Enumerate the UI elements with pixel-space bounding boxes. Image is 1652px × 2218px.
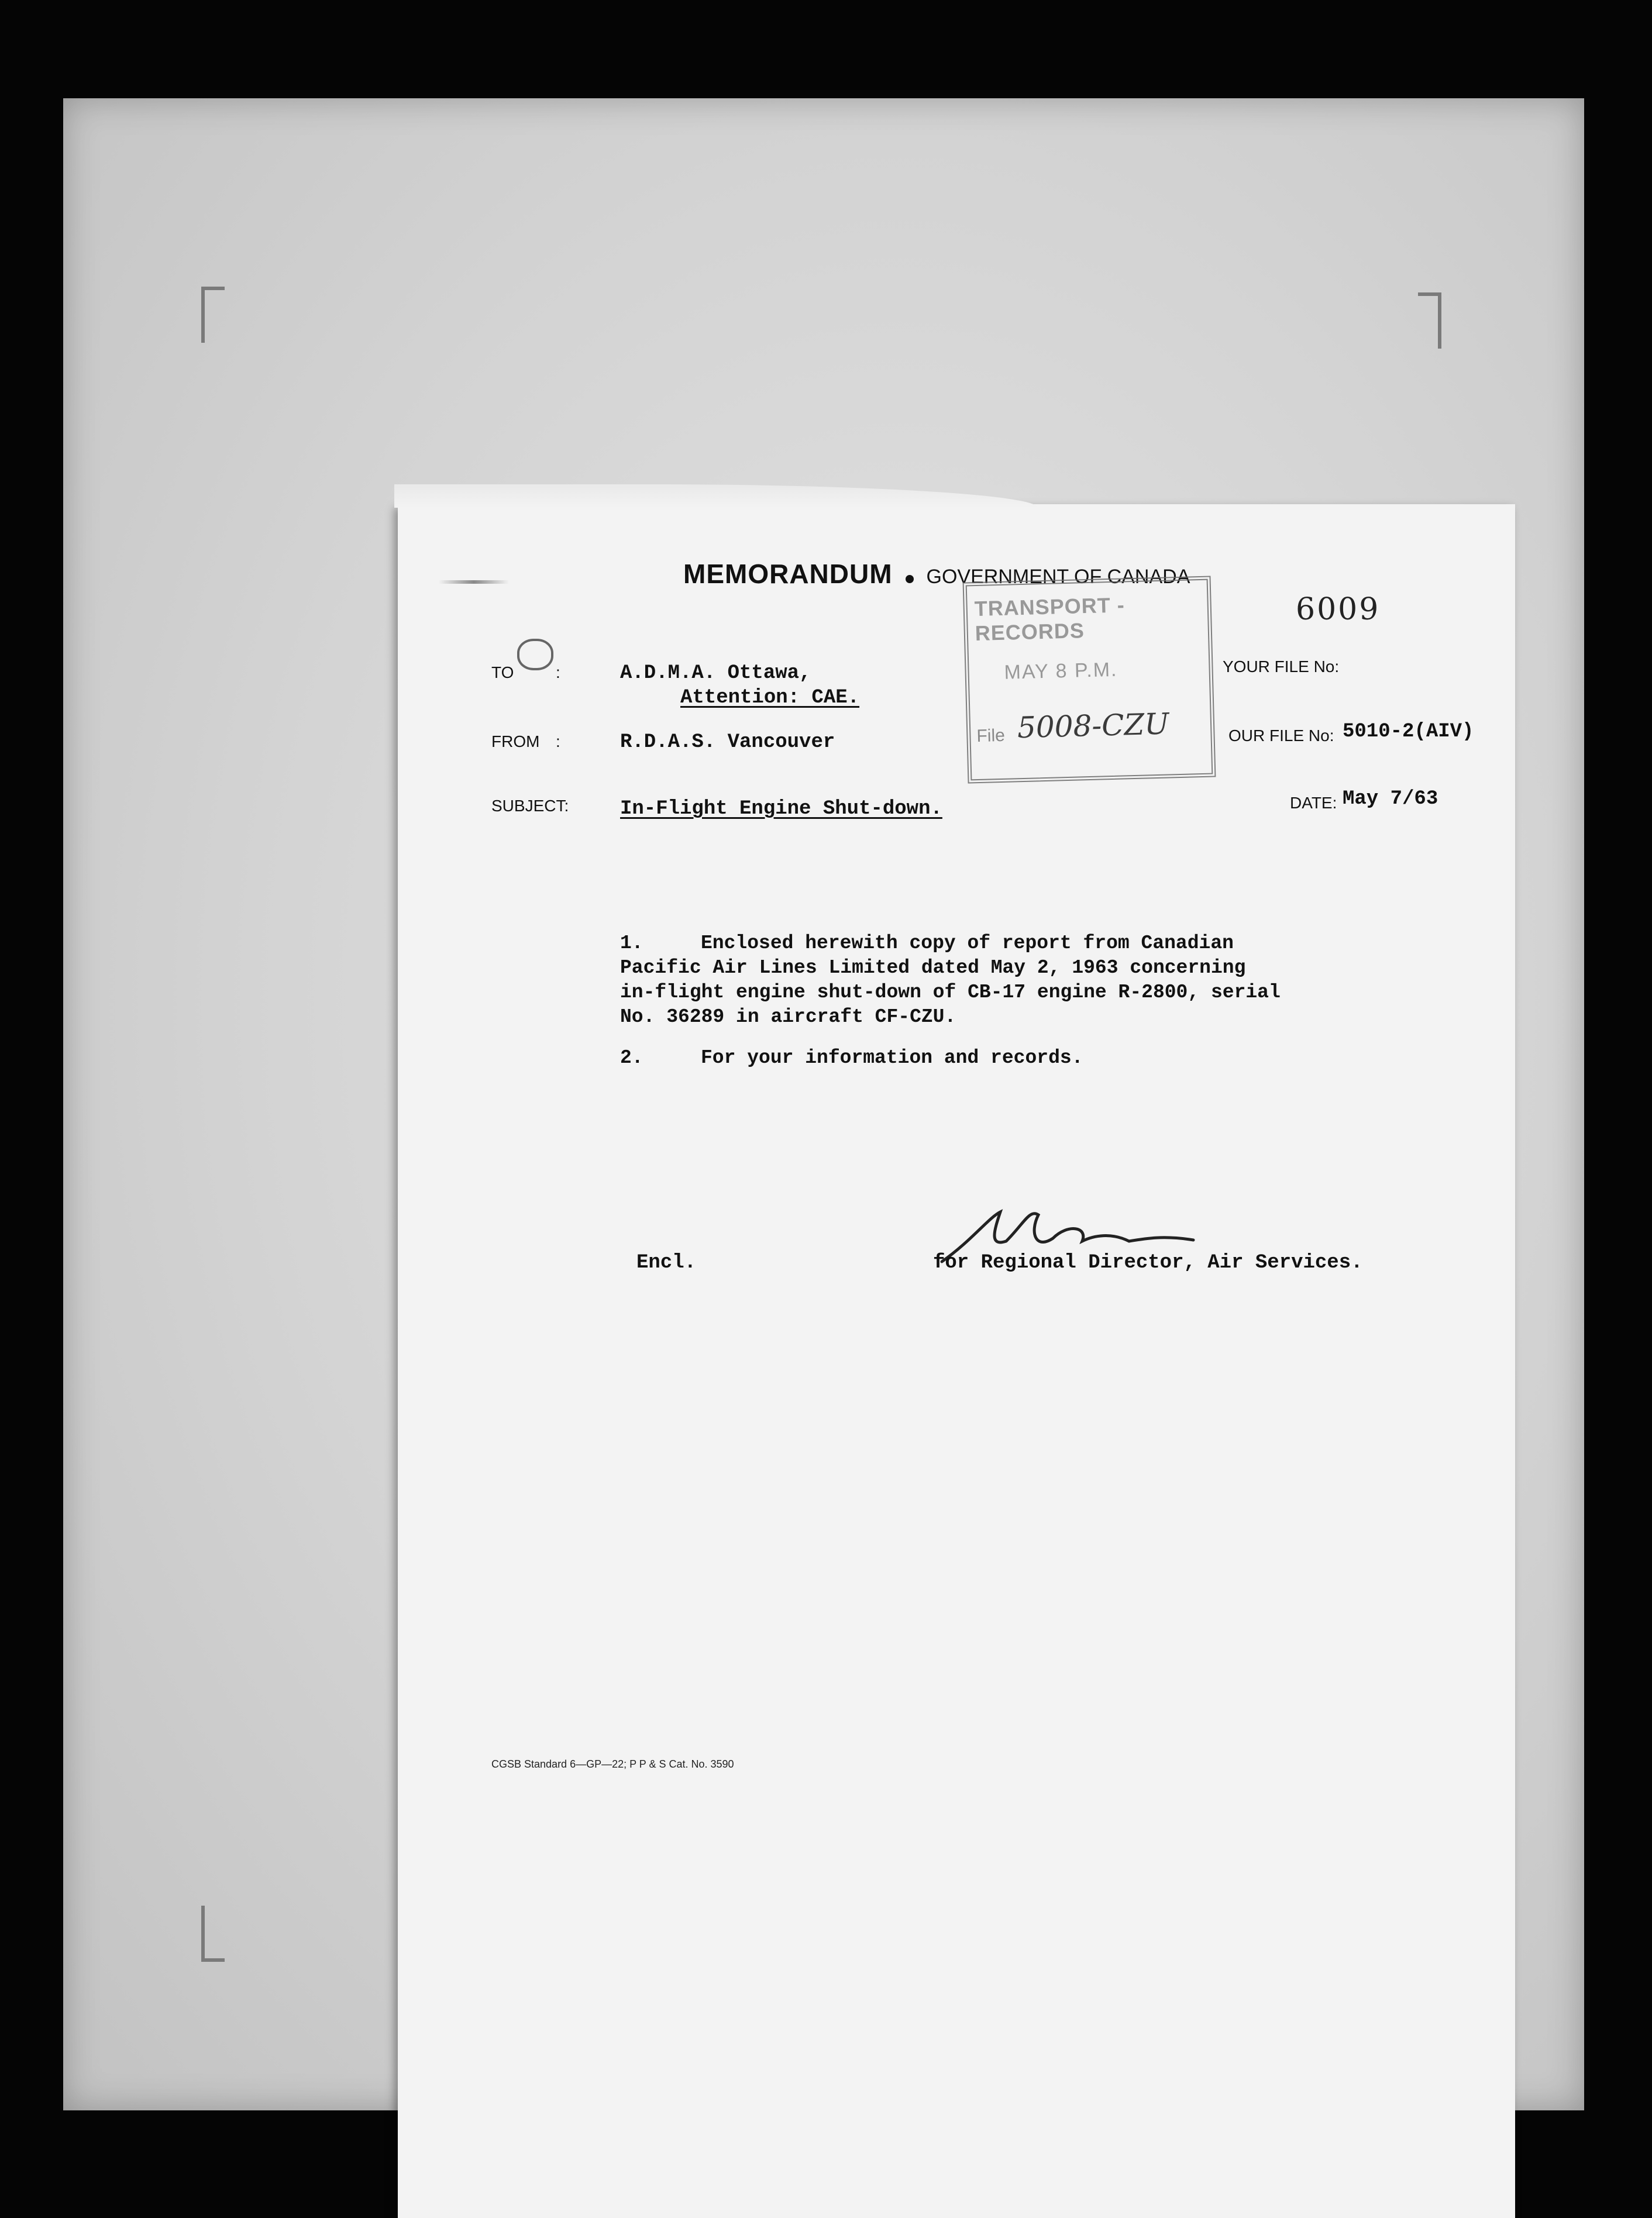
our-file-value: 5010-2(AIV) — [1343, 721, 1474, 743]
from-value: R.D.A.S. Vancouver — [620, 731, 835, 753]
crop-mark-bottom-left — [201, 1906, 225, 1962]
date-label: DATE: — [1290, 794, 1337, 812]
our-file-label: OUR FILE No: — [1228, 726, 1334, 745]
paper-mark — [439, 580, 509, 584]
from-colon: : — [556, 732, 560, 750]
paragraph-1-line-4: No. 36289 in aircraft CF-CZU. — [620, 1006, 956, 1028]
from-label: FROM — [491, 732, 540, 750]
stamp-heading: TRANSPORT - RECORDS — [974, 593, 1126, 646]
subject-value: In-Flight Engine Shut-down. — [620, 798, 942, 820]
organization-name: GOVERNMENT OF CANADA — [926, 566, 1190, 588]
records-stamp — [963, 576, 1216, 784]
to-attention: Attention: CAE. — [680, 687, 860, 709]
paragraph-1-line-2: Pacific Air Lines Limited dated May 2, 1963 concerning — [620, 957, 1246, 979]
paragraph-1-number: 1. — [620, 932, 643, 954]
stamp-date: MAY 8 P.M. — [1004, 658, 1118, 684]
to-colon: : — [556, 663, 560, 681]
memo-sheet — [398, 504, 1515, 2218]
paragraph-2-text: For your information and records. — [701, 1047, 1083, 1069]
form-footer: CGSB Standard 6—GP—22; P P & S Cat. No. 3590 — [491, 1758, 734, 1770]
paragraph-1-line-1: Enclosed herewith copy of report from Canadian — [701, 932, 1234, 954]
signature-line: for Regional Director, Air Services. — [933, 1252, 1363, 1274]
paragraph-1-line-3: in-flight engine shut-down of CB-17 engine R-2800, serial — [620, 981, 1281, 1003]
enclosure-note: Encl. — [636, 1252, 697, 1274]
your-file-label: YOUR FILE No: — [1223, 657, 1340, 676]
date-value: May 7/63 — [1343, 788, 1438, 810]
bullet-icon — [906, 575, 914, 583]
crop-mark-top-left — [201, 287, 225, 343]
paragraph-2-number: 2. — [620, 1047, 643, 1069]
punch-hole — [517, 639, 553, 670]
crop-mark-top-right — [1418, 292, 1441, 349]
document-number: 6009 — [1296, 592, 1381, 627]
memo-title: MEMORANDUM — [683, 559, 893, 589]
subject-label: SUBJECT: — [491, 797, 569, 815]
to-label: TO — [491, 663, 514, 681]
stamp-file-label: File — [976, 725, 1006, 746]
stamp-file-number: 5008-CZU — [1017, 707, 1170, 745]
to-value: A.D.M.A. Ottawa, — [620, 662, 811, 684]
